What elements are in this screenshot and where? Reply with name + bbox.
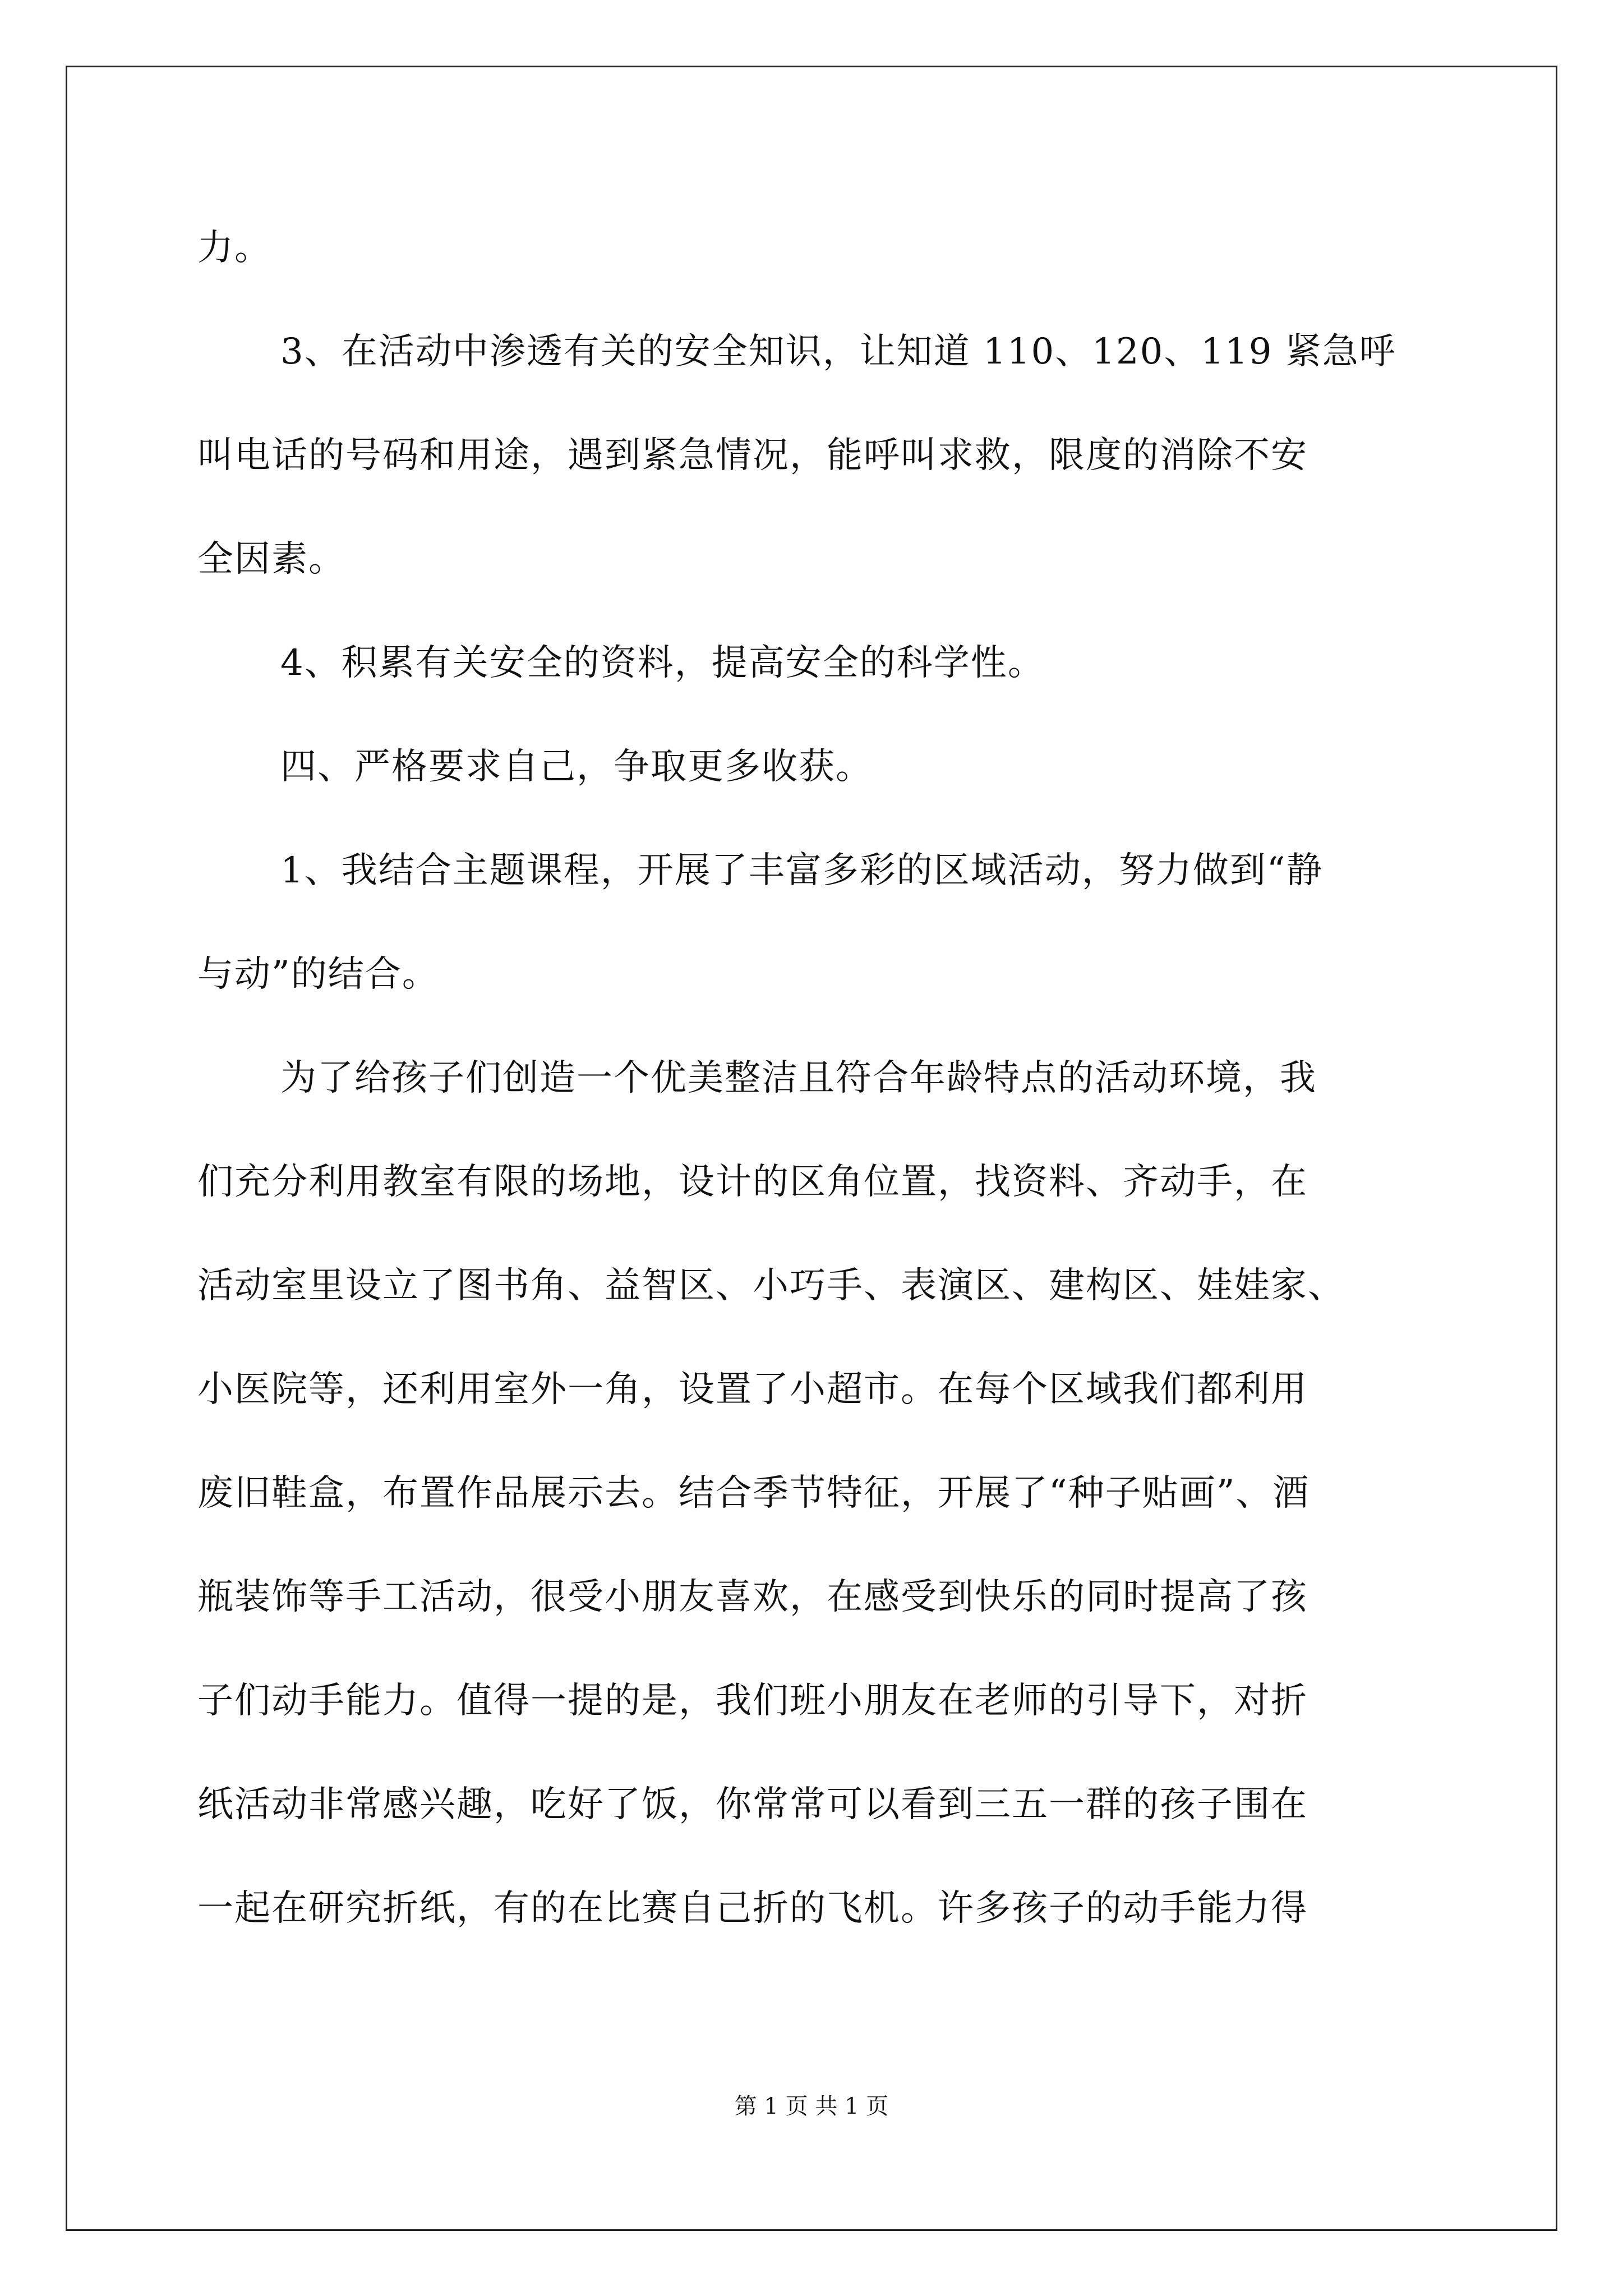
text-line: 废旧鞋盒，布置作品展示去。结合季节特征，开展了“种子贴画”、酒 [197, 1473, 1310, 1514]
text-line: 纸活动非常感兴趣，吃好了饭，你常常可以看到三五一群的孩子围在 [197, 1784, 1308, 1825]
text-line: 为了给孩子们创造一个优美整洁且符合年龄特点的活动环境，我 [280, 1057, 1317, 1099]
text-line: 与动”的结合。 [197, 954, 439, 995]
text-line: 全因素。 [197, 539, 345, 580]
text-line: 1、我结合主题课程，开展了丰富多彩的区域活动，努力做到“静 [280, 850, 1324, 891]
text-line: 们充分利用教室有限的场地，设计的区角位置，找资料、齐动手，在 [197, 1161, 1308, 1203]
text-line: 3、在活动中渗透有关的安全知识，让知道 110、120、119 紧急呼 [280, 331, 1396, 372]
text-line: 活动室里设立了图书角、益智区、小巧手、表演区、建构区、娃娃家、 [197, 1265, 1345, 1306]
text-line: 4、积累有关安全的资料，提高安全的科学性。 [280, 642, 1045, 684]
text-line: 叫电话的号码和用途，遇到紧急情况，能呼叫求救，限度的消除不安 [197, 435, 1308, 476]
text-line: 一起在研究折纸，有的在比赛自己折的飞机。许多孩子的动手能力得 [197, 1888, 1308, 1929]
text-line: 瓶装饰等手工活动，很受小朋友喜欢，在感受到快乐的同时提高了孩 [197, 1576, 1308, 1618]
page-number-footer: 第 1 页 共 1 页 [734, 2093, 889, 2119]
text-line: 力。 [197, 227, 271, 269]
text-line: 子们动手能力。值得一提的是，我们班小朋友在老师的引导下，对折 [197, 1680, 1308, 1722]
text-line: 四、严格要求自己，争取更多收获。 [280, 746, 873, 788]
text-line: 小医院等，还利用室外一角，设置了小超市。在每个区域我们都利用 [197, 1369, 1308, 1410]
